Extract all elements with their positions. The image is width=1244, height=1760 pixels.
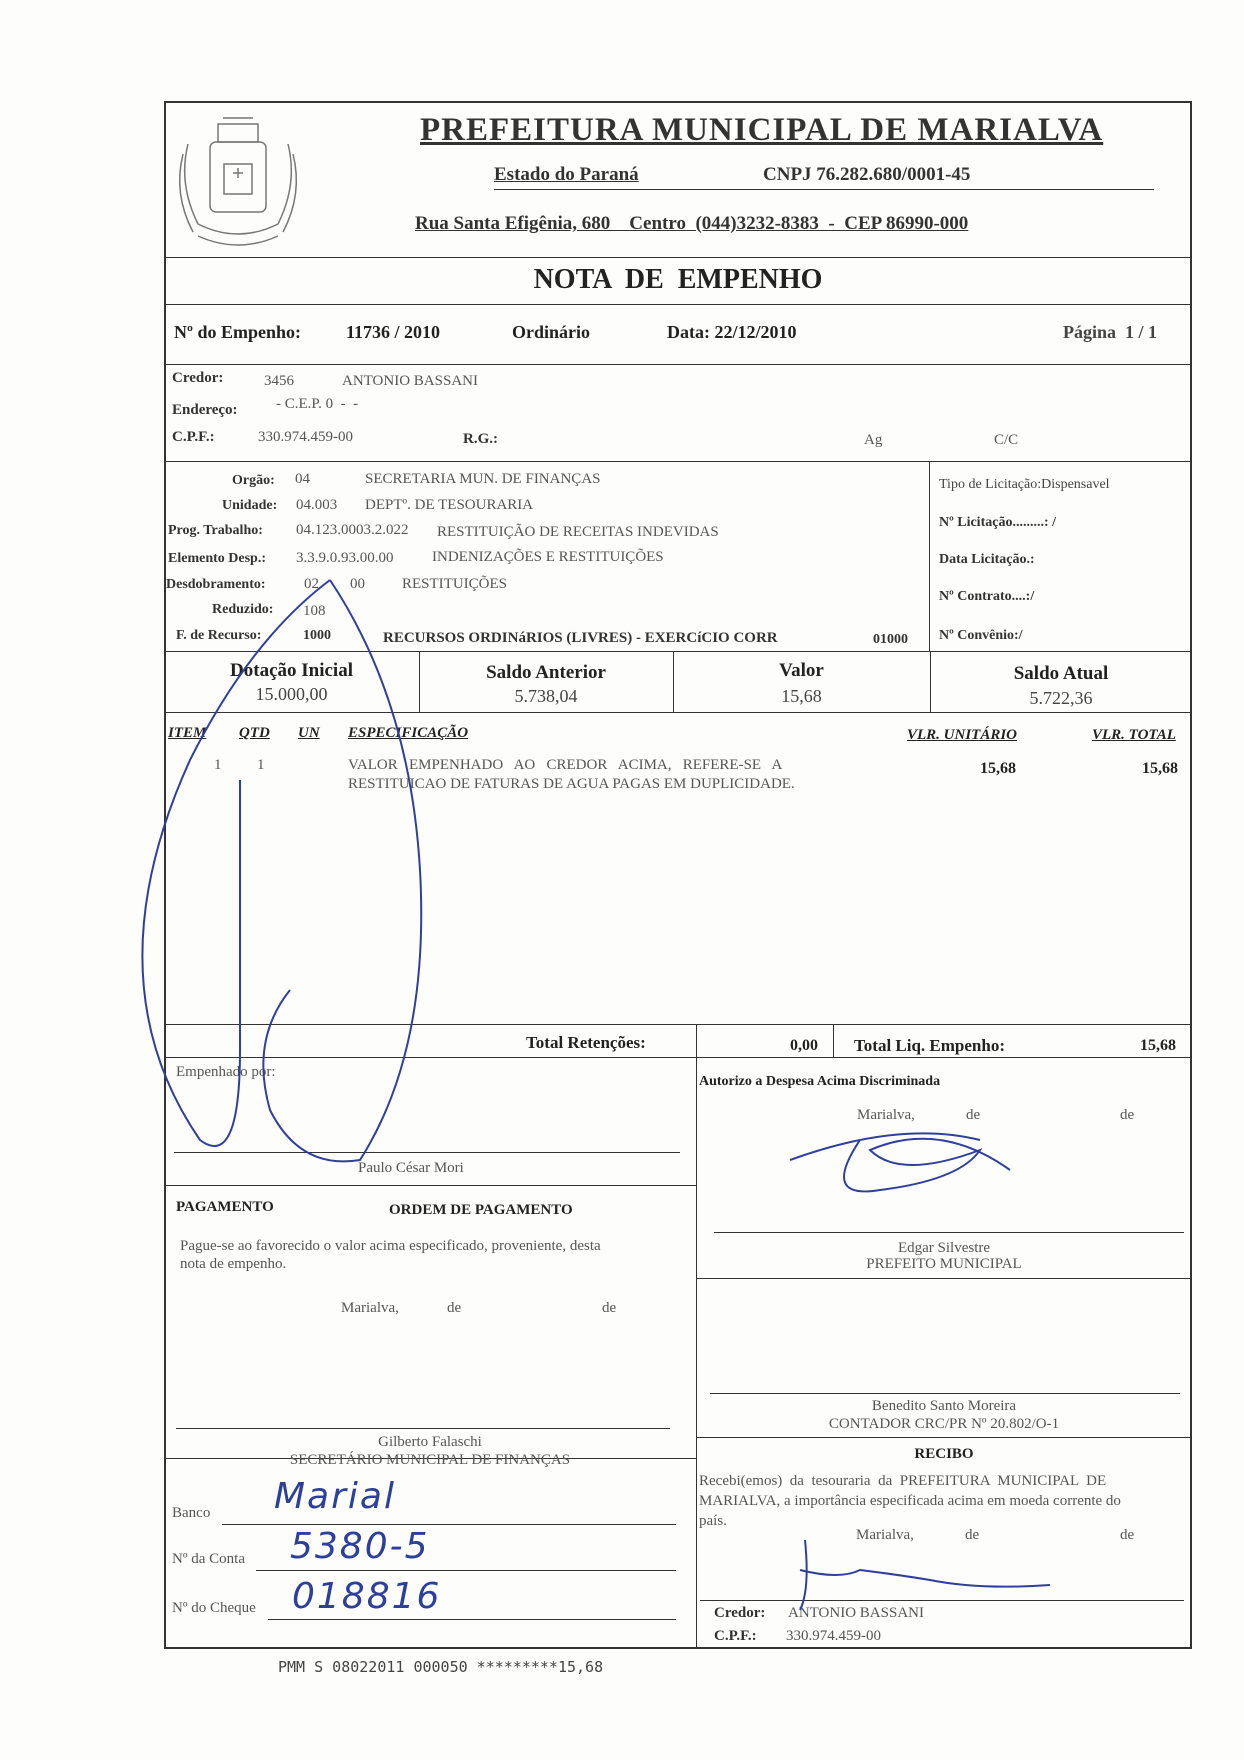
- pagamento-label: PAGAMENTO: [176, 1199, 274, 1215]
- header-endereco: Rua Santa Efigênia, 680 Centro (044)3232-8383 - CEP 86990-000: [415, 213, 969, 234]
- endereco-value: - C.E.P. 0 - -: [276, 396, 359, 412]
- header-cnpj: CNPJ 76.282.680/0001-45: [763, 164, 971, 185]
- valor-label: Valor: [779, 660, 824, 681]
- recurso-label: F. de Recurso:: [176, 628, 262, 643]
- empenhado-nome: Paulo César Mori: [358, 1160, 464, 1176]
- prefeito-cargo: PREFEITO MUNICIPAL: [866, 1256, 1022, 1272]
- saldo-atual-value: 5.722,36: [1029, 688, 1093, 708]
- tipo-licitacao: Tipo de Licitação:Dispensavel: [939, 477, 1110, 492]
- header-estado: Estado do Paraná: [494, 164, 639, 185]
- saldo-atual-label: Saldo Atual: [1013, 663, 1109, 684]
- data-licitacao: Data Licitação.:: [939, 552, 1035, 567]
- unidade-codigo: 04.003: [296, 497, 338, 513]
- ag-label: Ag: [864, 432, 883, 448]
- conta-value: 5380-5: [290, 1526, 430, 1567]
- elemento-codigo: 3.3.9.0.93.00.00: [296, 550, 394, 566]
- recibo-credor-label: Credor:: [714, 1605, 766, 1621]
- header-title: PREFEITURA MUNICIPAL DE MARIALVA: [420, 112, 1104, 148]
- contador-cargo: CONTADOR CRC/PR Nº 20.802/O-1: [828, 1416, 1060, 1432]
- empenho-pagina: Página 1 / 1: [1063, 322, 1158, 342]
- reduzido-label: Reduzido:: [212, 602, 274, 617]
- unidade-label: Unidade:: [222, 498, 278, 513]
- recibo-credor-nome: ANTONIO BASSANI: [788, 1605, 924, 1621]
- rg-label: R.G.:: [463, 431, 498, 447]
- cheque-label: Nº do Cheque: [172, 1600, 256, 1616]
- elemento-nome: INDENIZAÇÕES E RESTITUIÇÕES: [432, 549, 664, 565]
- secretario-cargo: SECRETÁRIO MUNICIPAL DE FINANÇAS: [289, 1452, 571, 1468]
- item-qtd: 1: [257, 757, 265, 773]
- orgao-label: Orgão:: [232, 473, 275, 488]
- dotacao-inicial-label: Dotação Inicial: [230, 660, 353, 681]
- elemento-label: Elemento Desp.:: [168, 551, 266, 566]
- saldo-anterior-label: Saldo Anterior: [486, 662, 606, 683]
- cheque-value: 018816: [292, 1576, 442, 1617]
- prog-nome: RESTITUIÇÃO DE RECEITAS INDEVIDAS: [437, 524, 719, 540]
- banco-label: Banco: [172, 1505, 211, 1521]
- ordem-pagamento-label: ORDEM DE PAGAMENTO: [389, 1202, 573, 1218]
- numero-contrato: Nº Contrato....:/: [939, 589, 1035, 604]
- col-vlr-unitario: VLR. UNITÁRIO: [907, 727, 1018, 743]
- recibo-de2: de: [1120, 1527, 1135, 1543]
- autorizo-label: Autorizo a Despesa Acima Discriminada: [699, 1074, 941, 1089]
- contador-nome: Benedito Santo Moreira: [871, 1398, 1017, 1414]
- saldo-anterior-value: 5.738,04: [514, 686, 578, 706]
- secretario-nome: Gilberto Falaschi: [378, 1434, 482, 1450]
- col-especificacao: ESPECIFICAÇÃO: [348, 725, 469, 741]
- unidade-nome: DEPTº. DE TESOURARIA: [365, 497, 534, 513]
- col-un: UN: [298, 725, 320, 741]
- numero-licitacao: Nº Licitação.........: /: [939, 515, 1056, 530]
- conta-label: Nº da Conta: [172, 1551, 245, 1567]
- doc-title: NOTA DE EMPENHO: [533, 264, 823, 295]
- recibo-texto-3: país.: [699, 1513, 727, 1529]
- total-retencoes-value: 0,00: [790, 1037, 818, 1054]
- recibo-texto-2: MARIALVA, a importância especificada acima em moeda corrente do: [699, 1493, 1121, 1509]
- desdobramento-codigo-1: 02: [304, 576, 319, 592]
- empenho-numero: 11736 / 2010: [346, 322, 441, 342]
- recurso-numero: 01000: [873, 632, 908, 647]
- cc-label: C/C: [994, 432, 1019, 448]
- prog-label: Prog. Trabalho:: [168, 523, 263, 538]
- recibo-title: RECIBO: [914, 1446, 974, 1462]
- pagamento-texto-2: nota de empenho.: [180, 1256, 287, 1272]
- pagamento-de2: de: [602, 1300, 617, 1316]
- credor-nome: ANTONIO BASSANI: [342, 373, 478, 389]
- desdobramento-codigo-2: 00: [350, 576, 365, 592]
- autorizo-local: Marialva,: [857, 1107, 915, 1123]
- dotacao-inicial-value: 15.000,00: [255, 684, 328, 704]
- total-liq-value: 15,68: [1140, 1037, 1176, 1054]
- autorizo-de1: de: [966, 1107, 981, 1123]
- pagamento-de1: de: [447, 1300, 462, 1316]
- col-qtd: QTD: [239, 725, 270, 741]
- item-vlr-unitario: 15,68: [980, 760, 1016, 777]
- cpf-label: C.P.F.:: [172, 429, 215, 445]
- recibo-cpf-label: C.P.F.:: [714, 1628, 757, 1644]
- prefeito-nome: Edgar Silvestre: [897, 1240, 991, 1256]
- recibo-de1: de: [965, 1527, 980, 1543]
- item-number: 1: [214, 757, 222, 773]
- reduzido-value: 108: [303, 603, 326, 619]
- orgao-codigo: 04: [295, 471, 310, 487]
- empenho-label: Nº do Empenho:: [174, 322, 301, 342]
- item-especificacao-line1: VALOR EMPENHADO AO CREDOR ACIMA, REFERE-SE A: [348, 757, 783, 773]
- item-especificacao-line2: RESTITUICAO DE FATURAS DE AGUA PAGAS EM DUPLICIDADE.: [348, 776, 795, 792]
- cpf-value: 330.974.459-00: [258, 429, 353, 445]
- pagamento-texto-1: Pague-se ao favorecido o valor acima especificado, proveniente, desta: [180, 1238, 601, 1254]
- banco-value: Marial: [274, 1476, 396, 1517]
- valor-value: 15,68: [781, 686, 822, 706]
- credor-label: Credor:: [172, 370, 224, 386]
- orgao-nome: SECRETARIA MUN. DE FINANÇAS: [365, 471, 601, 487]
- desdobramento-label: Desdobramento:: [166, 577, 266, 592]
- credor-codigo: 3456: [264, 373, 294, 389]
- recibo-local: Marialva,: [856, 1527, 914, 1543]
- total-retencoes-label: Total Retenções:: [526, 1033, 646, 1052]
- col-vlr-total: VLR. TOTAL: [1092, 727, 1176, 743]
- recurso-codigo: 1000: [303, 628, 331, 643]
- empenho-data: Data: 22/12/2010: [667, 322, 797, 342]
- prog-codigo: 04.123.0003.2.022: [296, 522, 409, 538]
- col-item: ITEM: [168, 725, 207, 741]
- desdobramento-nome: RESTITUIÇÕES: [402, 576, 507, 592]
- recibo-texto-1: Recebi(emos) da tesouraria da PREFEITURA MUNICIPAL DE: [699, 1473, 1107, 1489]
- recibo-cpf-value: 330.974.459-00: [786, 1628, 881, 1644]
- endereco-label: Endereço:: [172, 402, 238, 418]
- autorizo-de2: de: [1120, 1107, 1135, 1123]
- pagamento-local: Marialva,: [341, 1300, 399, 1316]
- footer-code: PMM S 08022011 000050 *********15,68: [278, 1658, 604, 1676]
- total-liq-label: Total Liq. Empenho:: [854, 1036, 1005, 1055]
- recurso-nome: RECURSOS ORDINáRIOS (LIVRES) - EXERCíCIO CORR: [383, 630, 778, 646]
- item-vlr-total: 15,68: [1142, 760, 1178, 777]
- numero-convenio: Nº Convênio:/: [939, 628, 1023, 643]
- empenho-tipo: Ordinário: [512, 322, 591, 342]
- empenhado-label: Empenhado por:: [176, 1064, 276, 1080]
